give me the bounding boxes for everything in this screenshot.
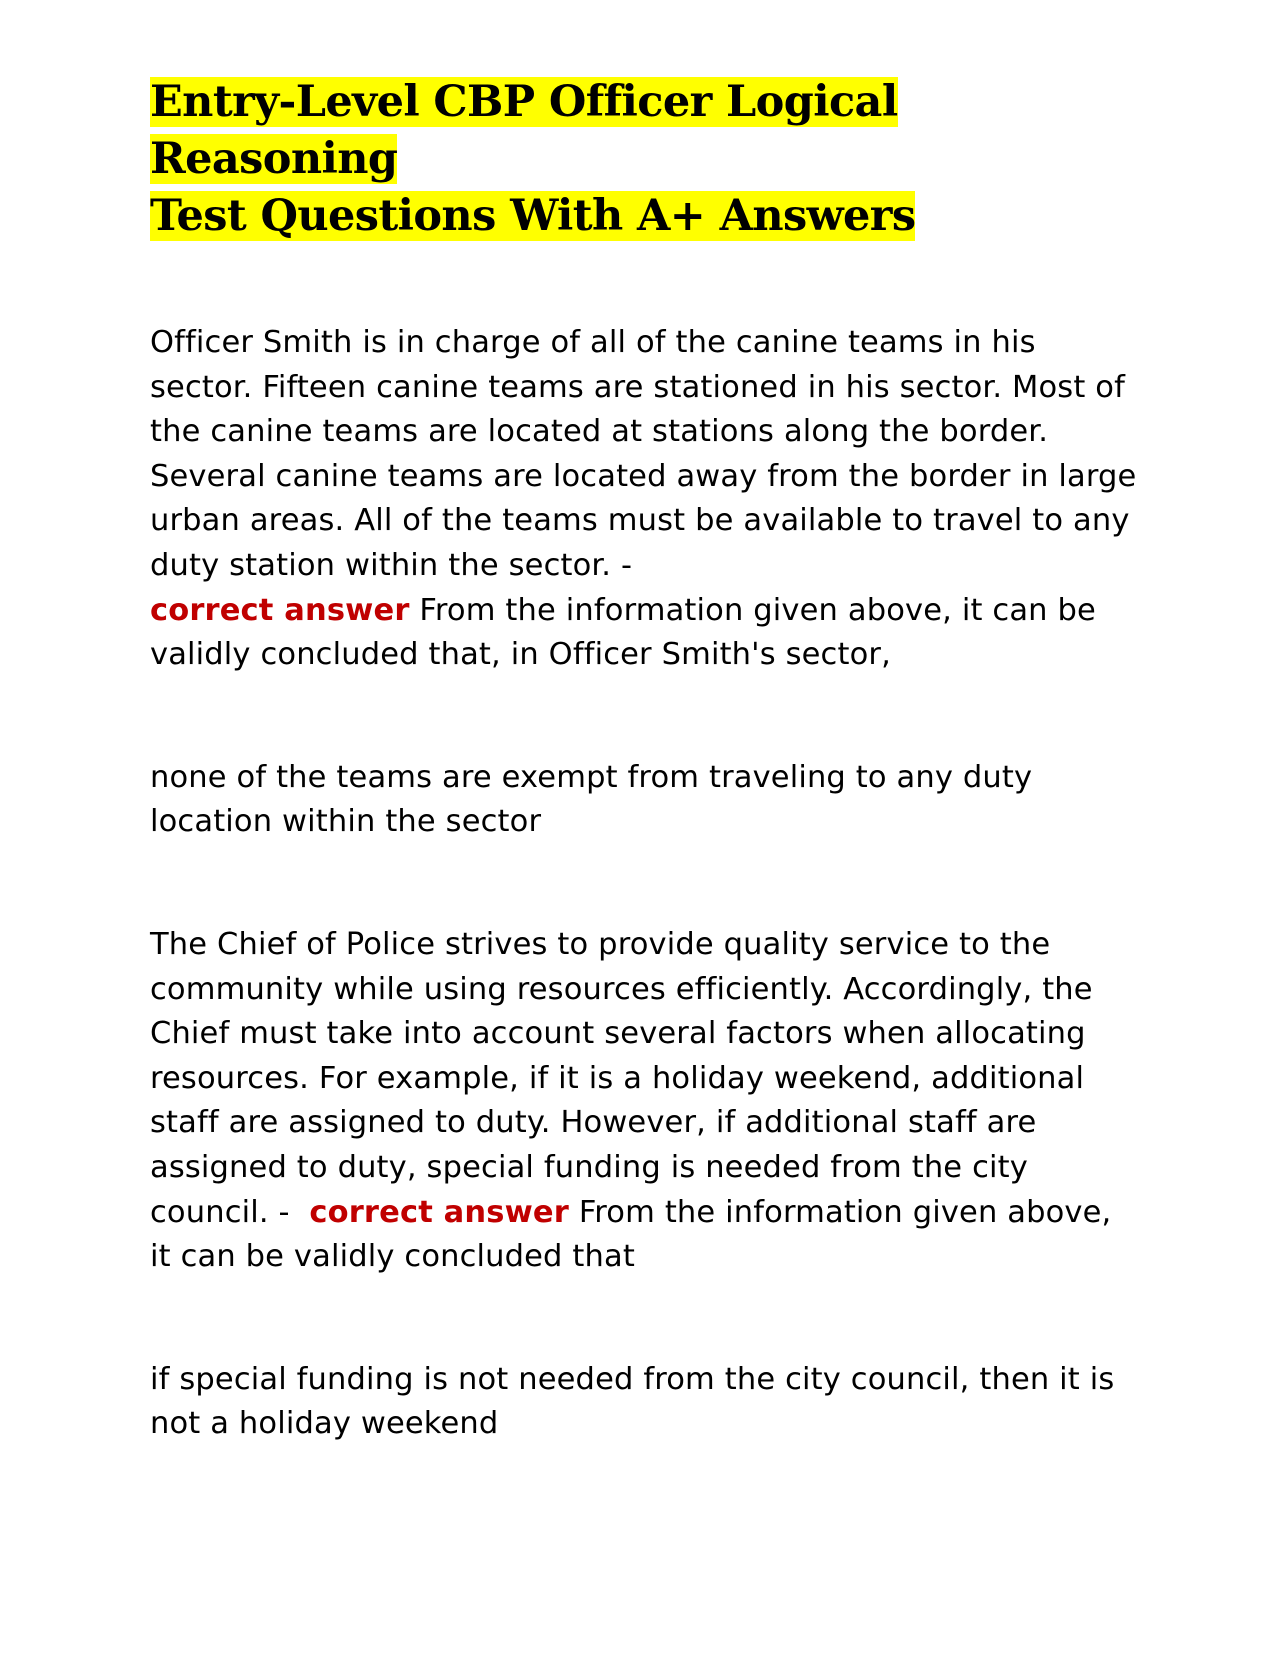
title-line-2: Test Questions With A+ Answers	[150, 191, 916, 241]
document-title	[150, 74, 1140, 245]
correct-answer-label-2: correct answer	[309, 1194, 569, 1230]
correct-answer-label-1: correct answer	[150, 592, 410, 628]
question-2	[150, 923, 1140, 1280]
question-1-stem: Officer Smith is in charge of all of the canine teams in his sector. Fifteen canine teams are stationed in his sector. Most of the canine teams are located at stations along the border. Several canine teams are located away from the border in large urban areas. All of the teams must be available to travel to any duty station within the sector. -	[150, 325, 1137, 583]
question-2-prompt: From the information given above, it can be validly concluded that	[150, 1194, 1112, 1275]
question-2-stem: The Chief of Police strives to provide quality service to the community while using resources efficiently. Accordingly, the Chief must take into account several factors when allocating resources. For example, if it is a holiday weekend, additional staff are assigned to duty. However, if additional staff are assigned to duty, special funding is needed from the city council. -	[150, 926, 1093, 1230]
answer-2: if special funding is not needed from the city council, then it is not a holiday weekend	[150, 1361, 1115, 1442]
question-1	[150, 321, 1140, 678]
question-1-prompt: From the information given above, it can be validly concluded that, in Officer Smith's sector,	[150, 592, 1096, 673]
answer-1: none of the teams are exempt from traveling to any duty location within the sector	[150, 759, 1033, 840]
title-line-1: Entry-Level CBP Officer Logical Reasoning	[150, 77, 898, 184]
document-page	[150, 74, 1140, 1447]
